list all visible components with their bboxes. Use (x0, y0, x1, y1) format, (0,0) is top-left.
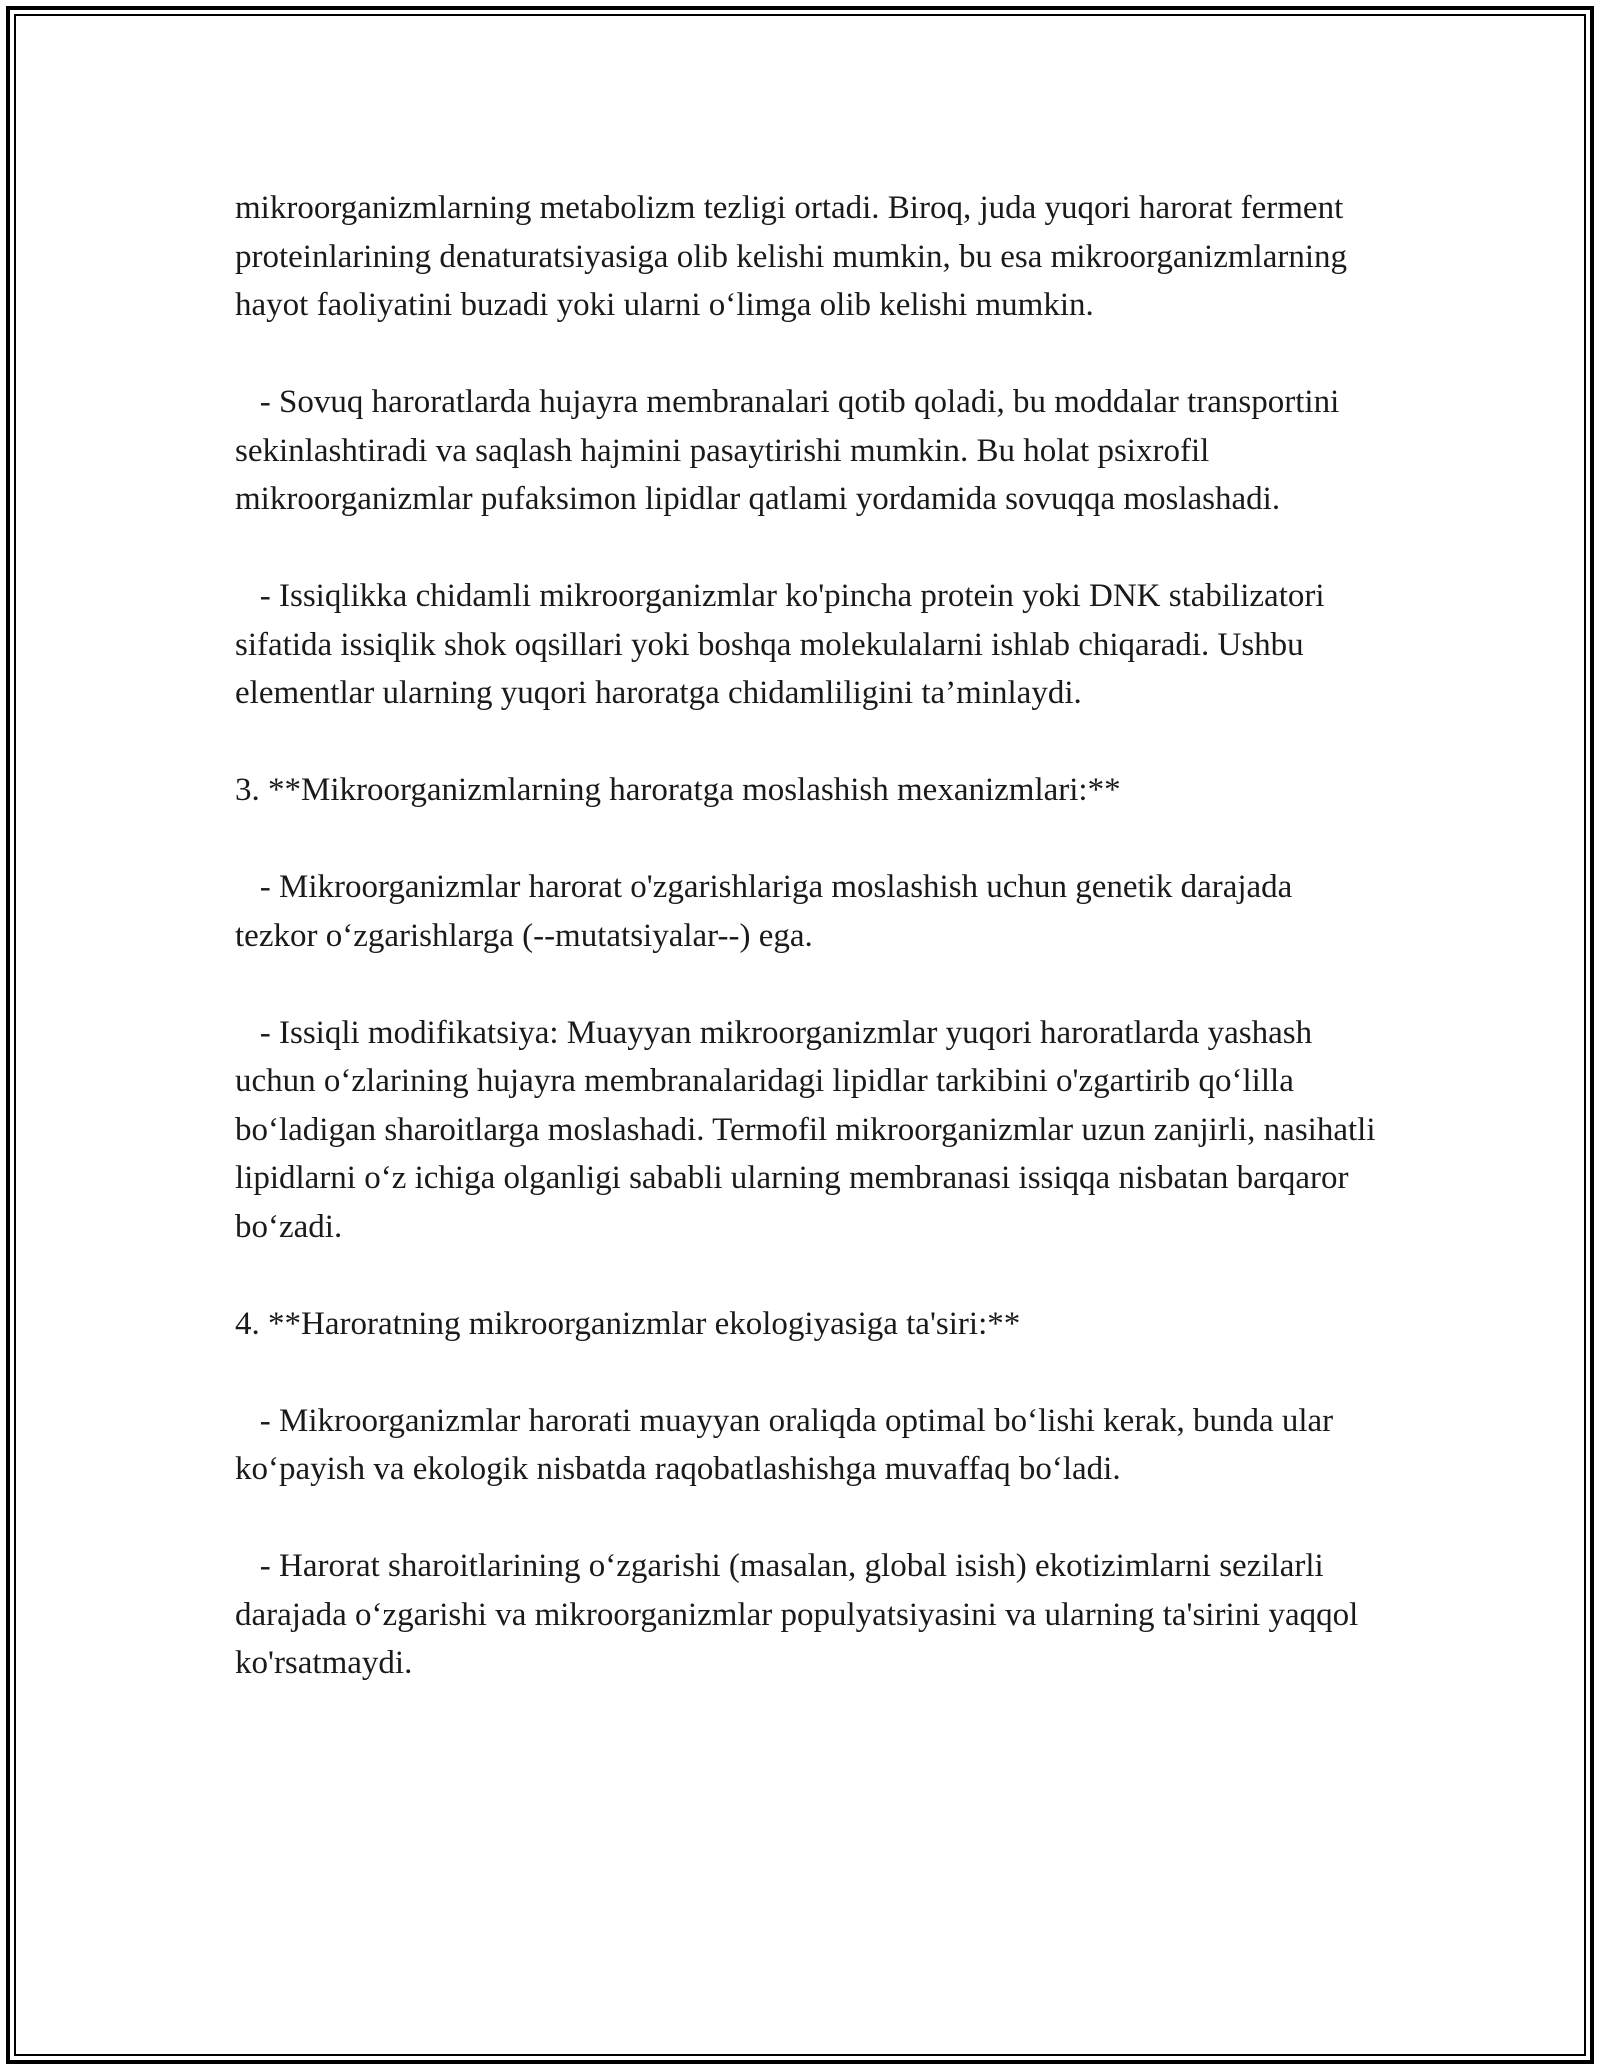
paragraph-metabolism: mikroorganizmlarning metabolizm tezligi ortadi. Biroq, juda yuqori harorat ferment proteinlarining denaturatsiyasiga olib kelishi mumkin, bu esa mikroorganizmlarning hayot faoliyatini buzadi yoki ularni o‘limga olib kelishi mumkin. (235, 190, 1356, 323)
document-body (235, 184, 1384, 1688)
section-heading-4: 4. **Haroratning mikroorganizmlar ekologiyasiga ta'siri:** (235, 1305, 1021, 1342)
paragraph-heat-resistant: - Issiqlikka chidamli mikroorganizmlar ko'pincha protein yoki DNK stabilizatori sifatida issiqlik shok oqsillari yoki boshqa molekulalarni ishlab chiqaradi. Ushbu elementlar ularning yuqori haroratga chidamliligini ta’minlaydi. (235, 578, 1333, 711)
section-heading-3: 3. **Mikroorganizmlarning haroratga moslashish mexanizmlari:** (235, 772, 1121, 808)
paragraph-genetic-adaptation: - Mikroorganizmlar harorat o'zgarishlariga moslashish uchun genetik darajada tezkor o‘zgarishlarga (--mutatsiyalar--) ega. (235, 869, 1301, 954)
paragraph-global-warming: - Harorat sharoitlarining o‘zgarishi (masalan, global isish) ekotizimlarni sezilarli darajada o‘zgarishi va mikroorganizmlar populyatsiyasini va ularning ta'sirini yaqqol ko'rsatmaydi. (235, 1548, 1367, 1681)
paragraph-cold-temperatures: - Sovuq haroratlarda hujayra membranalari qotib qoladi, bu moddalar transportini sekinlashtiradi va saqlash hajmini pasaytirishi mumkin. Bu holat psixrofil mikroorganizmlar pufaksimon lipidlar qatlami yordamida sovuqqa moslashadi. (235, 384, 1348, 517)
paragraph-heat-modification: - Issiqli modifikatsiya: Muayyan mikroorganizmlar yuqori haroratlarda yashash uchun o‘zlarining hujayra membranalaridagi lipidlar tarkibini o'zgartirib qo‘lilla bo‘ladigan sharoitlarga moslashadi. Termofil mikroorganizmlar uzun zanjirli, nasihatli lipidlarni o‘z ichiga olganligi sababli ularning membranasi issiqqa nisbatan barqaror bo‘zadi. (235, 1014, 1384, 1245)
paragraph-optimal-range: - Mikroorganizmlar harorati muayyan oraliqda optimal bo‘lishi kerak, bunda ular ko‘payish va ekologik nisbatda raqobatlashishga muvaffaq bo‘ladi. (235, 1402, 1342, 1487)
